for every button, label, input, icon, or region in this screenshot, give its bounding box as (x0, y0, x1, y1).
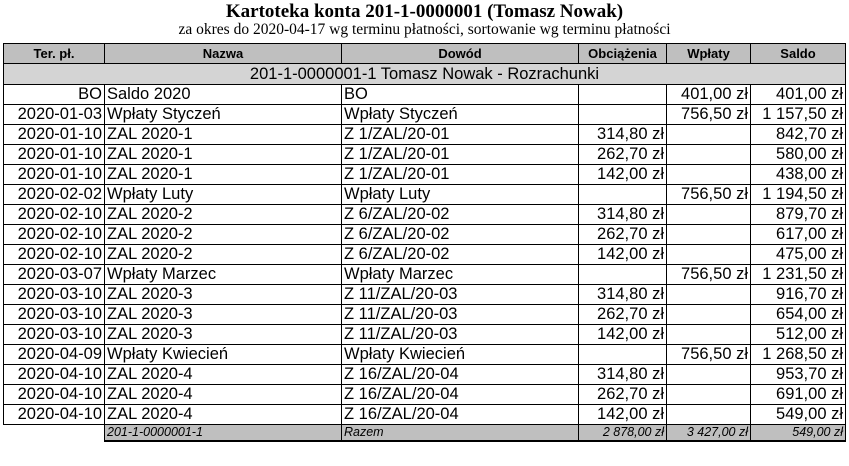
section-title: 201-1-0000001-1 Tomasz Nowak - Rozrachunki (4, 64, 846, 85)
cell-dowod: Wpłaty Marzec (342, 265, 579, 285)
cell-saldo: 512,00 zł (751, 325, 846, 345)
table-row (4, 385, 846, 405)
cell-wplaty: 756,50 zł (667, 265, 751, 285)
table-row (4, 245, 846, 265)
table-row (4, 305, 846, 325)
report-subtitle: za okres do 2020-04-17 wg terminu płatności, sortowanie wg terminu płatności (178, 21, 671, 38)
cell-saldo: 1 157,50 zł (751, 105, 846, 125)
cell-obciazenia: 142,00 zł (579, 325, 667, 345)
table-row (4, 105, 846, 125)
cell-wplaty (667, 125, 751, 145)
cell-wplaty (667, 165, 751, 185)
cell-dowod: Z 11/ZAL/20-03 (342, 325, 579, 345)
cell-obciazenia: 142,00 zł (579, 165, 667, 185)
cell-saldo: 549,00 zł (751, 405, 846, 425)
cell-obciazenia: 314,80 zł (579, 365, 667, 385)
cell-wplaty (667, 285, 751, 305)
report-title: Kartoteka konta 201-1-0000001 (Tomasz Nowak) (225, 1, 624, 22)
total-wplaty: 3 427,00 zł (667, 425, 751, 442)
table-row (4, 265, 846, 285)
column-header-saldo: Saldo (751, 44, 846, 64)
cell-dowod: Z 11/ZAL/20-03 (342, 305, 579, 325)
table-row (4, 365, 846, 385)
total-empty-cell (4, 425, 105, 442)
table-row (4, 285, 846, 305)
table-row (4, 185, 846, 205)
cell-wplaty: 756,50 zł (667, 185, 751, 205)
cell-wplaty: 756,50 zł (667, 105, 751, 125)
cell-saldo: 916,70 zł (751, 285, 846, 305)
cell-nazwa: ZAL 2020-1 (105, 125, 342, 145)
cell-wplaty (667, 405, 751, 425)
cell-nazwa: ZAL 2020-3 (105, 285, 342, 305)
account-ledger-table (3, 43, 846, 442)
column-header-wplaty: Wpłaty (667, 44, 751, 64)
cell-obciazenia (579, 85, 667, 105)
cell-wplaty (667, 225, 751, 245)
cell-obciazenia: 142,00 zł (579, 405, 667, 425)
cell-nazwa: Wpłaty Styczeń (105, 105, 342, 125)
cell-dowod: Z 1/ZAL/20-01 (342, 125, 579, 145)
cell-wplaty (667, 205, 751, 225)
cell-obciazenia: 142,00 zł (579, 245, 667, 265)
cell-dowod: Z 16/ZAL/20-04 (342, 365, 579, 385)
total-label: Razem (342, 425, 579, 442)
column-header-nazwa: Nazwa (105, 44, 342, 64)
cell-nazwa: ZAL 2020-4 (105, 405, 342, 425)
cell-ter: 2020-01-10 (4, 165, 105, 185)
cell-dowod: Wpłaty Styczeń (342, 105, 579, 125)
table-row (4, 225, 846, 245)
cell-dowod: Z 6/ZAL/20-02 (342, 205, 579, 225)
cell-nazwa: ZAL 2020-3 (105, 305, 342, 325)
cell-dowod: Z 6/ZAL/20-02 (342, 245, 579, 265)
total-saldo: 549,00 zł (751, 425, 846, 442)
cell-nazwa: ZAL 2020-4 (105, 385, 342, 405)
cell-obciazenia: 314,80 zł (579, 285, 667, 305)
cell-saldo: 1 231,50 zł (751, 265, 846, 285)
cell-ter: 2020-01-10 (4, 145, 105, 165)
cell-nazwa: ZAL 2020-1 (105, 145, 342, 165)
cell-ter: 2020-03-10 (4, 285, 105, 305)
cell-nazwa: ZAL 2020-2 (105, 205, 342, 225)
cell-saldo: 438,00 zł (751, 165, 846, 185)
table-row (4, 345, 846, 365)
cell-dowod: Z 6/ZAL/20-02 (342, 225, 579, 245)
section-header-row (4, 64, 846, 85)
table-row (4, 125, 846, 145)
cell-wplaty (667, 245, 751, 265)
cell-nazwa: ZAL 2020-3 (105, 325, 342, 345)
cell-nazwa: Wpłaty Luty (105, 185, 342, 205)
cell-saldo: 617,00 zł (751, 225, 846, 245)
cell-wplaty: 401,00 zł (667, 85, 751, 105)
cell-nazwa: Wpłaty Marzec (105, 265, 342, 285)
cell-ter: 2020-03-07 (4, 265, 105, 285)
cell-ter: 2020-02-10 (4, 245, 105, 265)
cell-obciazenia (579, 345, 667, 365)
table-row (4, 85, 846, 105)
cell-saldo: 879,70 zł (751, 205, 846, 225)
cell-dowod: Z 1/ZAL/20-01 (342, 145, 579, 165)
cell-ter: 2020-02-02 (4, 185, 105, 205)
total-account: 201-1-0000001-1 (105, 425, 342, 442)
cell-dowod: Z 11/ZAL/20-03 (342, 285, 579, 305)
table-row (4, 405, 846, 425)
cell-ter: 2020-02-10 (4, 225, 105, 245)
column-header-obciazenia: Obciążenia (579, 44, 667, 64)
cell-obciazenia (579, 185, 667, 205)
cell-dowod: BO (342, 85, 579, 105)
cell-nazwa: ZAL 2020-4 (105, 365, 342, 385)
table-row (4, 145, 846, 165)
cell-ter: 2020-04-10 (4, 405, 105, 425)
cell-saldo: 654,00 zł (751, 305, 846, 325)
cell-dowod: Z 16/ZAL/20-04 (342, 385, 579, 405)
cell-obciazenia: 262,70 zł (579, 145, 667, 165)
cell-wplaty (667, 305, 751, 325)
cell-ter: 2020-04-10 (4, 365, 105, 385)
table-row (4, 325, 846, 345)
cell-dowod: Z 16/ZAL/20-04 (342, 405, 579, 425)
cell-obciazenia: 314,80 zł (579, 205, 667, 225)
column-header-dowod: Dowód (342, 44, 579, 64)
cell-nazwa: ZAL 2020-1 (105, 165, 342, 185)
cell-saldo: 953,70 zł (751, 365, 846, 385)
cell-wplaty (667, 365, 751, 385)
cell-saldo: 1 268,50 zł (751, 345, 846, 365)
cell-dowod: Z 1/ZAL/20-01 (342, 165, 579, 185)
total-row (4, 425, 846, 442)
cell-dowod: Wpłaty Luty (342, 185, 579, 205)
cell-obciazenia: 262,70 zł (579, 305, 667, 325)
total-obciazenia: 2 878,00 zł (579, 425, 667, 442)
cell-ter: BO (4, 85, 105, 105)
cell-dowod: Wpłaty Kwiecień (342, 345, 579, 365)
column-header-ter: Ter. pł. (4, 44, 105, 64)
cell-ter: 2020-04-10 (4, 385, 105, 405)
cell-obciazenia: 262,70 zł (579, 225, 667, 245)
cell-ter: 2020-03-10 (4, 325, 105, 345)
cell-saldo: 842,70 zł (751, 125, 846, 145)
cell-ter: 2020-01-03 (4, 105, 105, 125)
cell-saldo: 401,00 zł (751, 85, 846, 105)
cell-ter: 2020-01-10 (4, 125, 105, 145)
cell-obciazenia: 314,80 zł (579, 125, 667, 145)
cell-ter: 2020-03-10 (4, 305, 105, 325)
cell-saldo: 580,00 zł (751, 145, 846, 165)
cell-wplaty (667, 145, 751, 165)
cell-saldo: 1 194,50 zł (751, 185, 846, 205)
cell-nazwa: ZAL 2020-2 (105, 225, 342, 245)
cell-obciazenia (579, 105, 667, 125)
cell-nazwa: Wpłaty Kwiecień (105, 345, 342, 365)
cell-nazwa: ZAL 2020-2 (105, 245, 342, 265)
cell-obciazenia (579, 265, 667, 285)
cell-wplaty: 756,50 zł (667, 345, 751, 365)
table-header-row (4, 44, 846, 64)
cell-saldo: 475,00 zł (751, 245, 846, 265)
cell-ter: 2020-04-09 (4, 345, 105, 365)
cell-saldo: 691,00 zł (751, 385, 846, 405)
table-row (4, 165, 846, 185)
cell-wplaty (667, 325, 751, 345)
table-row (4, 205, 846, 225)
cell-ter: 2020-02-10 (4, 205, 105, 225)
cell-obciazenia: 262,70 zł (579, 385, 667, 405)
cell-nazwa: Saldo 2020 (105, 85, 342, 105)
cell-wplaty (667, 385, 751, 405)
